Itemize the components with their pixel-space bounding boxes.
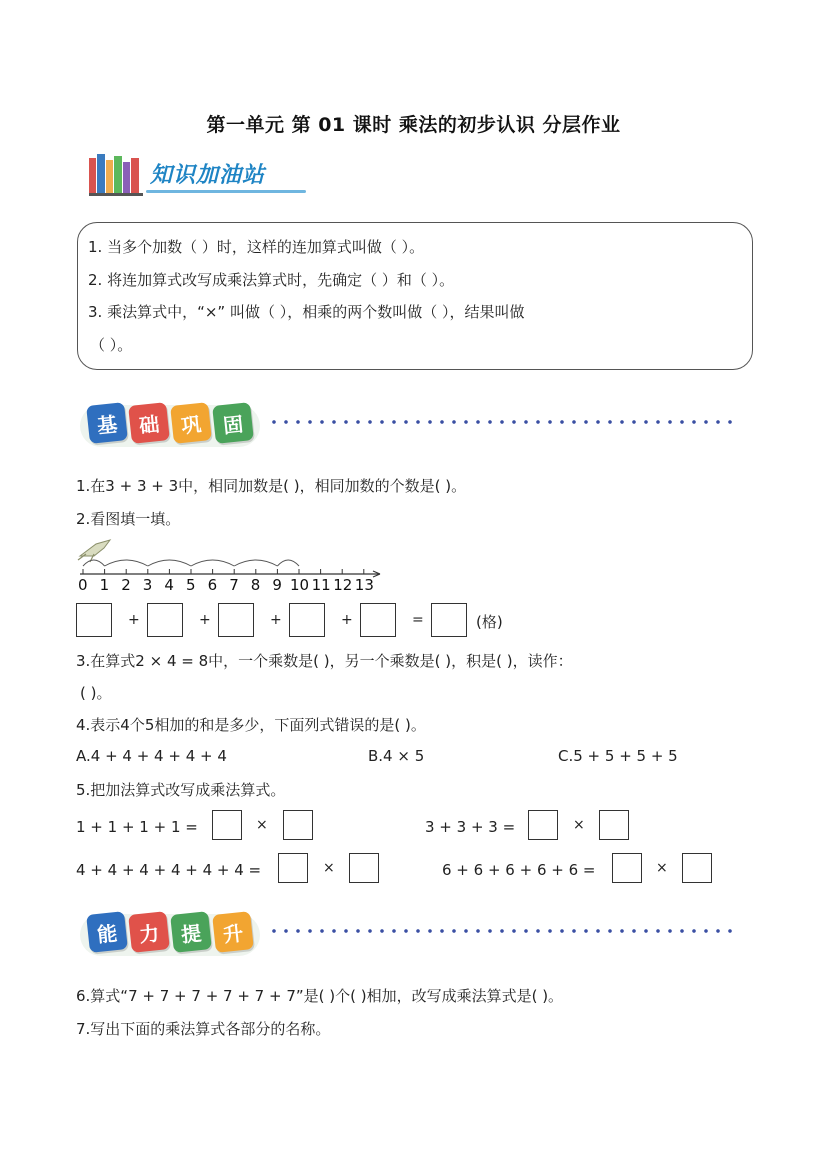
number-line-label: 6 [207,576,218,594]
unit-label: (格) [476,613,503,631]
answer-box[interactable] [528,810,558,840]
question-2: 2.看图填一填。 [76,510,181,528]
number-line-label: 11 [311,576,331,594]
section-badge: 固 [212,402,254,444]
times-sign: × [656,860,668,876]
question-3: 3.在算式2 × 4 = 8中，一个乘数是( )，另一个乘数是( )，积是( )，读作： [76,652,573,670]
plus-sign: + [199,612,211,628]
plus-sign: + [341,612,353,628]
answer-box[interactable] [278,853,308,883]
number-line-label: 13 [354,576,374,594]
number-line-labels [74,576,394,596]
section-badge: 基 [86,402,128,444]
answer-box[interactable] [360,603,396,637]
equals-sign: = [412,612,424,628]
answer-box[interactable] [612,853,642,883]
number-line-label: 8 [250,576,261,594]
number-line-label: 5 [186,576,196,594]
knowledge-heading: 知识加油站 [150,163,266,188]
option-c: C.5 + 5 + 5 + 5 [558,747,678,765]
section-badge: 力 [128,911,170,953]
section-badge: 巩 [170,402,212,444]
number-line-label: 1 [99,576,110,594]
times-sign: × [573,817,585,833]
frog-icon [78,540,110,562]
knowledge-line-1: 1. 当多个加数（ ）时，这样的连加算式叫做（ ）。 [88,238,425,256]
answer-box[interactable] [682,853,712,883]
answer-box[interactable] [289,603,325,637]
expression-4: 6 + 6 + 6 + 6 + 6 = [442,861,596,879]
answer-box[interactable] [431,603,467,637]
answer-box[interactable] [147,603,183,637]
hop-arc [191,560,234,566]
hop-arc [277,560,299,566]
section-badge: 础 [128,402,170,444]
number-line-label: 3 [142,576,153,594]
answer-box[interactable] [212,810,242,840]
number-line-label: 7 [229,576,239,594]
question-7: 7.写出下面的乘法算式各部分的名称。 [76,1020,331,1038]
number-line-label: 2 [121,576,131,594]
question-3-blank: ( )。 [80,684,112,702]
answer-box[interactable] [349,853,379,883]
question-6: 6.算式“7 + 7 + 7 + 7 + 7 + 7”是( )个( )相加，改写成乘法算式是( )。 [76,987,564,1005]
knowledge-line-3: 3. 乘法算式中，“×” 叫做（ ），相乘的两个数叫做（ ），结果叫做 [88,303,525,321]
number-line-label: 10 [290,576,310,594]
knowledge-line-4: （ ）。 [90,336,133,354]
times-sign: × [256,817,268,833]
dotted-rule [268,929,740,933]
number-line-label: 4 [164,576,174,594]
answer-box[interactable] [218,603,254,637]
expression-1: 1 + 1 + 1 + 1 = [76,818,198,836]
hop-arc [234,560,277,566]
times-sign: × [323,860,335,876]
section-badge: 升 [212,911,254,953]
answer-box[interactable] [599,810,629,840]
expression-3: 4 + 4 + 4 + 4 + 4 + 4 = [76,861,262,879]
hop-arc [148,560,191,566]
number-line-label: 0 [78,576,88,594]
books-icon [89,154,145,196]
section-badge: 提 [170,911,212,953]
hop-arc [83,560,105,566]
page-title: 第一单元 第 01 课时 乘法的初步认识 分层作业 [206,114,621,136]
section-badge: 能 [86,911,128,953]
plus-sign: + [128,612,140,628]
question-1: 1.在3 + 3 + 3中，相同加数是( )，相同加数的个数是( )。 [76,477,467,495]
question-5: 5.把加法算式改写成乘法算式。 [76,781,286,799]
plus-sign: + [270,612,282,628]
knowledge-underline [146,190,306,193]
option-a: A.4 + 4 + 4 + 4 + 4 [76,747,227,765]
answer-box[interactable] [283,810,313,840]
knowledge-line-2: 2. 将连加算式改写成乘法算式时，先确定（ ）和（ ）。 [88,271,455,289]
hop-arc [105,560,148,566]
number-line-label: 12 [333,576,353,594]
question-4: 4.表示4个5相加的和是多少，下面列式错误的是( )。 [76,716,426,734]
dotted-rule [268,420,740,424]
number-line-label: 9 [272,576,282,594]
option-b: B.4 × 5 [368,747,425,765]
answer-box[interactable] [76,603,112,637]
expression-2: 3 + 3 + 3 = [425,818,516,836]
